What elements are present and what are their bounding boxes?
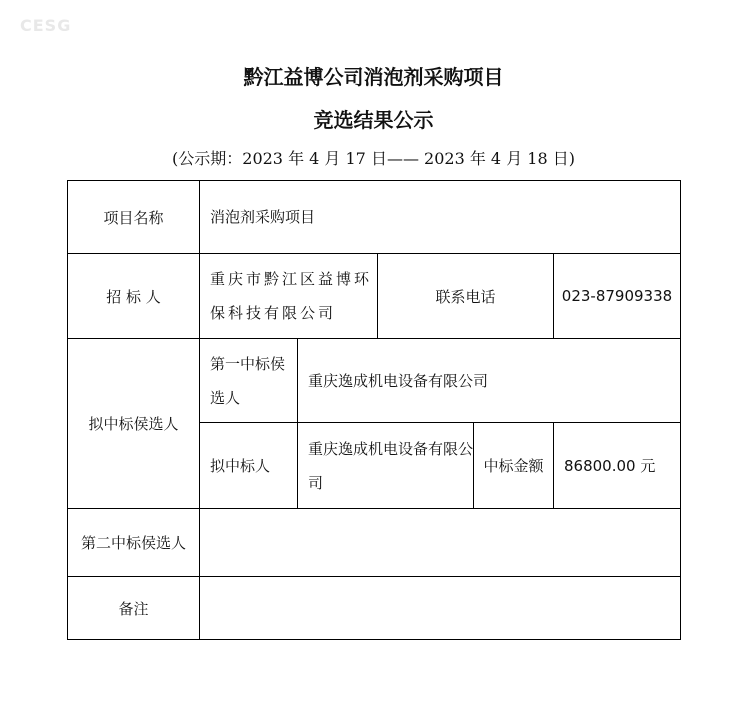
- table-row-project: [68, 181, 681, 254]
- second-candidate-label: 第二中标侯选人: [68, 509, 200, 577]
- tenderer-label: 招 标 人: [68, 254, 200, 339]
- bid-amount-label: 中标金额: [474, 423, 554, 509]
- bid-amount-value: 86800.00 元: [554, 423, 681, 509]
- table-row-tenderer: [68, 254, 681, 339]
- first-candidate-value: 重庆逸成机电设备有限公司: [298, 339, 681, 423]
- table-row-second-candidate: [68, 509, 681, 577]
- proposed-candidate-label: 拟中标侯选人: [68, 339, 200, 509]
- remarks-value: [200, 577, 681, 640]
- second-candidate-value: [200, 509, 681, 577]
- table-row-remarks: [68, 577, 681, 640]
- watermark-logo: CESG: [20, 16, 72, 35]
- tenderer-value: 重庆市黔江区益博环保科技有限公司: [200, 254, 378, 339]
- document-title: 黔江益博公司消泡剂采购项目: [243, 65, 504, 89]
- result-table: [67, 180, 681, 640]
- project-name-value: 消泡剂采购项目: [200, 181, 681, 254]
- contact-value: 023-87909338: [554, 254, 681, 339]
- table-row-first-candidate: [68, 339, 681, 423]
- remarks-label: 备注: [68, 577, 200, 640]
- proposed-winner-label: 拟中标人: [200, 423, 298, 509]
- project-name-label: 项目名称: [68, 181, 200, 254]
- first-candidate-label: 第一中标侯选人: [200, 339, 298, 423]
- proposed-winner-value: 重庆逸成机电设备有限公司: [298, 423, 474, 509]
- publicity-period: (公示期：2023 年 4 月 17 日—— 2023 年 4 月 18 日): [172, 149, 575, 168]
- contact-label: 联系电话: [378, 254, 554, 339]
- document-subtitle: 竞选结果公示: [313, 108, 434, 132]
